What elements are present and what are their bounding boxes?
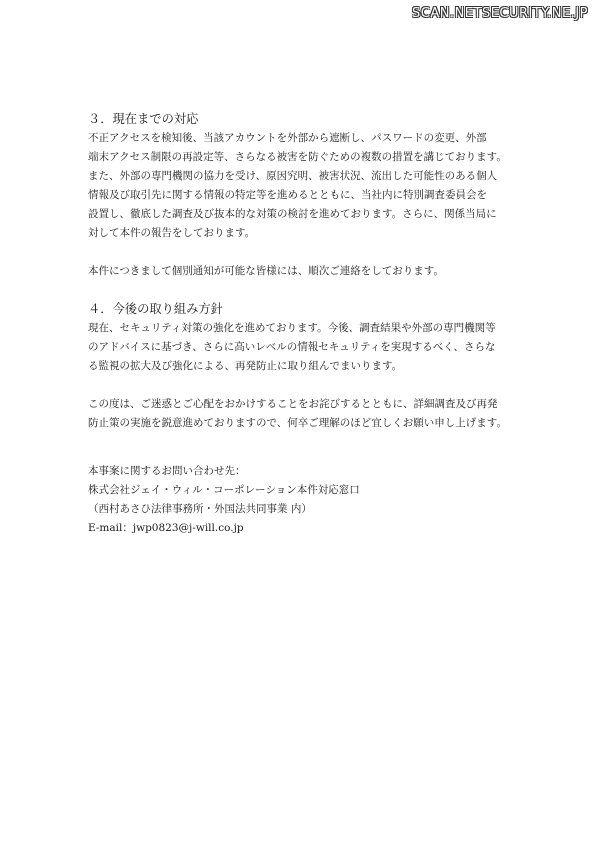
section3-line: 設置し、徹底した調査及び抜本的な対策の検討を進めております。さらに、関係当局に xyxy=(88,208,497,220)
site-watermark: SCAN.NETSECURITY.NE.JP xyxy=(411,6,588,21)
section3-line: 端末アクセス制限の再設定等、さらなる被害を防ぐための複数の措置を講じております。 xyxy=(88,151,507,163)
notice-paragraph xyxy=(88,262,528,281)
document-body xyxy=(88,110,528,433)
section3-heading: ３．現在までの対応 xyxy=(88,112,199,126)
section4-heading: ４．今後の取り組み方針 xyxy=(88,302,223,316)
section4-line: のアドバイスに基づき、さらに高いレベルの情報セキュリティを実現するべく、さらな xyxy=(88,341,496,353)
section3-paragraph xyxy=(88,129,528,243)
contact-title: 本事案に関するお問い合わせ先： xyxy=(88,465,246,477)
apology-line: 防止策の実施を鋭意進めておりますので、何卒ご理解のほど宜しくお願い申し上げます。 xyxy=(88,417,507,429)
section4-line: る監視の拡大及び強化による、再発防止に取り組んでまいります。 xyxy=(88,360,403,372)
section4-line: 現在、セキュリティ対策の強化を進めております。今後、調査結果や外部の専門機関等 xyxy=(88,322,496,334)
section4-paragraph xyxy=(88,319,528,376)
apology-line: この度は、ご迷惑とご心配をおかけすることをお詫びするとともに、詳細調査及び再発 xyxy=(88,398,498,410)
notice-line: 本件につきまして個別通知が可能な皆様には、順次ご連絡をしております。 xyxy=(88,265,444,277)
contact-office: （西村あさひ法律事務所・外国法共同事業 内） xyxy=(88,503,312,515)
contact-company: 株式会社ジェイ・ウィル・コーポレーション本件対応窓口 xyxy=(88,484,360,496)
contact-block xyxy=(88,462,528,538)
section3-line: 不正アクセスを検知後、当該アカウントを外部から遮断し、パスワードの変更、外部 xyxy=(88,132,487,144)
section3-line: 対して本件の報告をしております。 xyxy=(88,227,256,239)
section3-line: また、外部の専門機関の協力を受け、原因究明、被害状況、流出した可能性のある個人 xyxy=(88,170,498,182)
contact-email: E-mail：jwp0823@j-will.co.jp xyxy=(88,522,244,534)
apology-paragraph xyxy=(88,395,528,433)
section3-line: 情報及び取引先に関する情報の特定等を進めるとともに、当社内に特別調査委員会を xyxy=(88,189,487,201)
